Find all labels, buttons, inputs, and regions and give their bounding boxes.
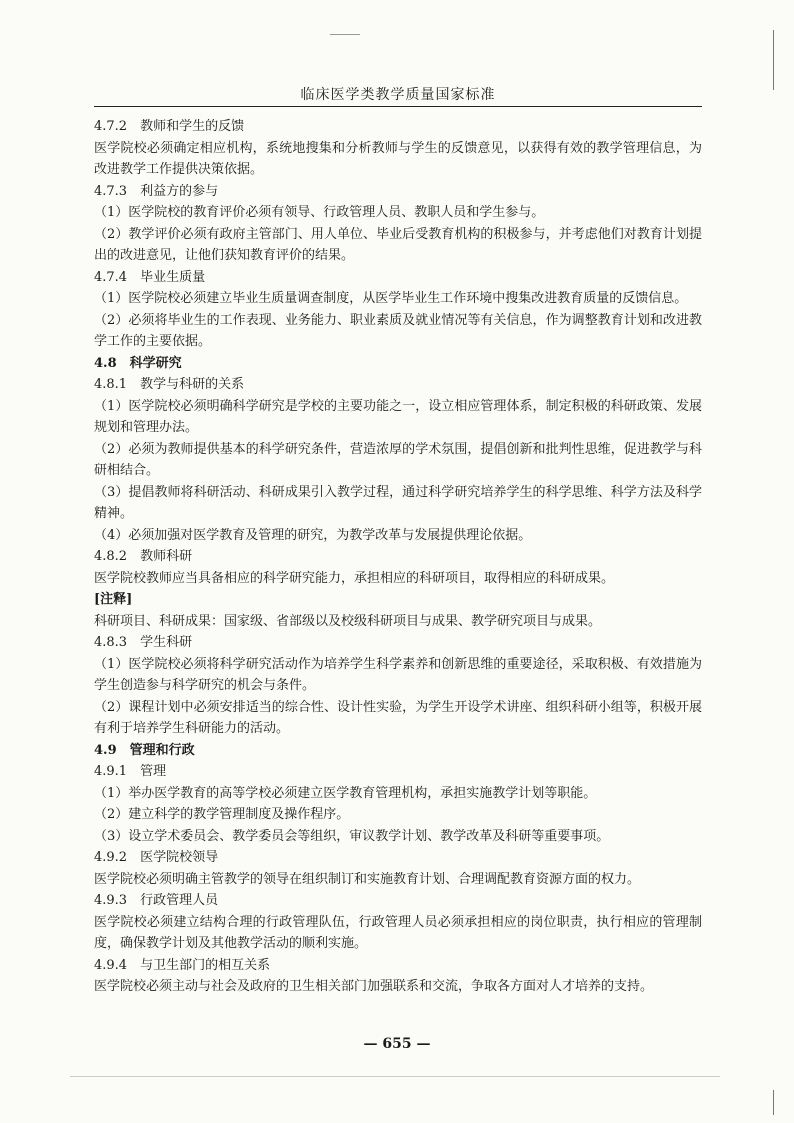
- paragraph: （1）医学院校必须建立毕业生质量调查制度，从医学毕业生工作环境中搜集改进教育质量的反馈信息。: [94, 291, 688, 306]
- paragraph: （2）课程计划中必须安排适当的综合性、设计性实验，为学生开设学术讲座、组织科研小组等，积极开展有利于培养学生科研能力的活动。: [94, 699, 702, 736]
- subsection-heading: 4.9.3 行政管理人员: [94, 893, 219, 908]
- scan-edge-mark: [773, 1090, 774, 1115]
- scan-speck: [70, 1076, 720, 1077]
- section-heading: 4.8 科学研究: [94, 355, 182, 371]
- paragraph: （2）教学评价必须有政府主管部门、用人单位、毕业后受教育机构的积极参与，并考虑他们对教育计划提出的改进意见，让他们获知教育评价的结果。: [94, 226, 702, 263]
- paragraph: 医学院校必须确定相应机构，系统地搜集和分析教师与学生的反馈意见，以获得有效的教学管理信息，为改进教学工作提供决策依据。: [94, 140, 702, 177]
- page-body: [94, 116, 702, 998]
- paragraph: （1）医学院校必须将科学研究活动作为培养学生科学素养和创新思维的重要途径，采取积极、有效措施为学生创造参与科学研究的机会与条件。: [94, 656, 702, 693]
- subsection-heading: 4.7.3 利益方的参与: [94, 183, 219, 199]
- section-heading: 4.9 管理和行政: [94, 742, 195, 758]
- paragraph: （1）医学院校的教育评价必须有领导、行政管理人员、教职人员和学生参与。: [94, 205, 545, 220]
- running-header: 临床医学类教学质量国家标准: [300, 87, 496, 103]
- paragraph: （4）必须加强对医学教育及管理的研究，为教学改革与发展提供理论依据。: [94, 527, 532, 543]
- subsection-heading: 4.9.4 与卫生部门的相互关系: [94, 957, 271, 973]
- paragraph: （3）设立学术委员会、教学委员会等组织，审议教学计划、教学改革及科研等重要事项。: [94, 828, 610, 844]
- paragraph: 医学院校教师应当具备相应的科学研究能力，承担相应的科研项目，取得相应的科研成果。: [94, 570, 615, 586]
- subsection-heading: 4.7.2 教师和学生的反馈: [94, 119, 245, 134]
- paragraph: （1）医学院校必须明确科学研究是学校的主要功能之一，设立相应管理体系，制定积极的科研政策、发展规划和管理办法。: [94, 398, 702, 435]
- scan-speck: [330, 34, 360, 35]
- subsection-heading: 4.8.1 教学与科研的关系: [94, 377, 245, 392]
- subsection-heading: 4.8.3 学生科研: [94, 635, 193, 650]
- paragraph: （1）举办医学教育的高等学校必须建立医学教育管理机构，承担实施教学计划等职能。: [94, 785, 597, 801]
- paragraph: （2）建立科学的教学管理制度及操作程序。: [94, 807, 350, 822]
- paragraph: 科研项目、科研成果：国家级、省部级以及校级科研项目与成果、教学研究项目与成果。: [94, 613, 602, 629]
- paragraph: 医学院校必须建立结构合理的行政管理队伍，行政管理人员必须承担相应的岗位职责，执行相应的管理制度，确保教学计划及其他教学活动的顺利实施。: [94, 914, 702, 951]
- paragraph: （2）必须将毕业生的工作表现、业务能力、职业素质及就业情况等有关信息，作为调整教育计划和改进教学工作的主要依据。: [94, 312, 702, 349]
- header-rule: [94, 106, 702, 107]
- subsection-heading: 4.9.1 管理: [94, 764, 167, 779]
- paragraph: （3）提倡教师将科研活动、科研成果引入教学过程，通过科学研究培养学生的科学思维、科学方法及科学精神。: [94, 484, 702, 521]
- subsection-heading: 4.9.2 医学院校领导: [94, 850, 219, 865]
- subsection-heading: 4.8.2 教师科研: [94, 549, 193, 564]
- page-number: — 655 —: [363, 1036, 431, 1052]
- paragraph: 医学院校必须主动与社会及政府的卫生相关部门加强联系和交流，争取各方面对人才培养的支持。: [94, 979, 654, 994]
- paragraph: 医学院校必须明确主管教学的领导在组织制订和实施教育计划、合理调配教育资源方面的权力。: [94, 871, 641, 887]
- note-label: [注释]: [94, 592, 133, 607]
- scan-edge-mark: [773, 30, 774, 90]
- paragraph: （2）必须为教师提供基本的科学研究条件，营造浓厚的学术氛围，提倡创新和批判性思维，促进教学与科研相结合。: [94, 441, 702, 478]
- subsection-heading: 4.7.4 毕业生质量: [94, 269, 206, 285]
